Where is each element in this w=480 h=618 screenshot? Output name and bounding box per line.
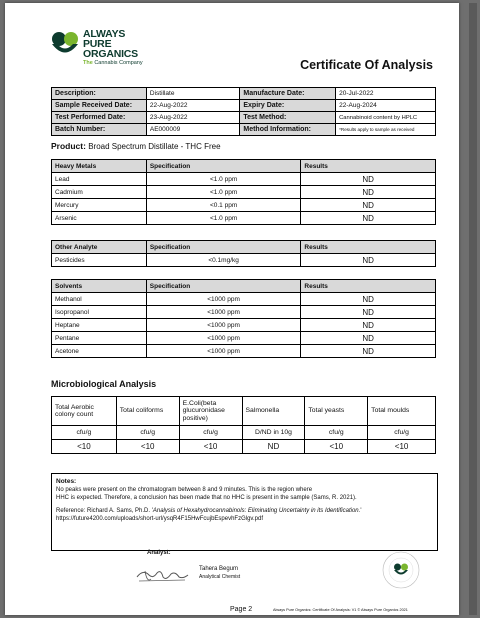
table-row [52,319,436,332]
product-name: Broad Spectrum Distillate - THC Free [88,142,221,151]
specification-value: <0.1mg/kg [146,254,301,267]
notes-reference [56,507,433,515]
table-row [52,199,436,212]
notes-line-1: No peaks were present on the chromatogram between 8 and 9 minutes. This is the region where [56,487,313,494]
solvent-name: Methanol [52,293,147,306]
method-info-label: Method Information: [240,124,336,136]
unit-value: D/ND in 10g [242,426,305,440]
method-label: Test Method: [240,112,336,124]
analyst-name: Tahera Begum [199,566,239,572]
brand-seal-icon [381,550,421,590]
unit-value: cfu/g [179,426,242,440]
document-title: Certificate Of Analysis [300,58,433,72]
result-value: ND [301,319,436,332]
unit-value: cfu/g [116,426,179,440]
unit-value: cfu/g [305,426,368,440]
table-row [52,88,436,100]
result-value: <10 [305,440,368,454]
column-header: Results [301,160,436,173]
notes-box [51,473,438,551]
footer-text: Always Pure Organics: Certificate Of Analysis: V1 © Always Pure Organics 2021 [273,608,408,612]
description-label: Description: [52,88,147,100]
microbiological-heading: Microbiological Analysis [51,379,157,389]
result-value: ND [242,440,305,454]
table-row [52,332,436,345]
column-header: Total Aerobic colony count [52,397,117,426]
method-info-value: *Results apply to sample as received [336,124,436,136]
solvents-table [51,279,436,358]
result-value: ND [301,332,436,345]
column-header: Total yeasts [305,397,368,426]
batch-label: Batch Number: [52,124,147,136]
unit-value: cfu/g [368,426,436,440]
analyte-name: Lead [52,173,147,186]
specification-value: <0.1 ppm [146,199,301,212]
analyte-name: Mercury [52,199,147,212]
specification-value: <1.0 ppm [146,212,301,225]
specification-value: <1000 ppm [146,306,301,319]
column-header: Specification [146,280,301,293]
page-number: Page 2 [230,606,253,613]
reference-suffix: ' [360,507,362,514]
solvent-name: Acetone [52,345,147,358]
result-value: ND [301,186,436,199]
table-header-row [52,280,436,293]
result-value: <10 [179,440,242,454]
analyte-name: Arsenic [52,212,147,225]
table-row [52,186,436,199]
signature-image [133,563,191,587]
brand-line-3: ORGANICS [83,48,138,60]
analyst-label: Analyst: [147,550,171,556]
analyst-details [199,565,240,581]
reference-prefix: Reference: Richard A. Sams, Ph.D. ' [56,507,153,514]
result-value: ND [301,293,436,306]
table-row [52,124,436,136]
analyte-name: Cadmium [52,186,147,199]
tagline-rest: Cannabis Company [94,60,143,66]
table-row [52,112,436,124]
brand-name [83,29,138,59]
performed-label: Test Performed Date: [52,112,147,124]
brand-tagline [83,60,143,66]
scrollbar[interactable] [469,3,477,615]
reference-title: Analysis of Hexahydrocannabinols: Eliminating Uncertainty in its Identification. [152,507,361,514]
column-header: Results [301,280,436,293]
table-row [52,173,436,186]
column-header: Specification [146,160,301,173]
table-row [52,306,436,319]
result-value: <10 [368,440,436,454]
result-value: <10 [52,440,117,454]
specification-value: <1000 ppm [146,332,301,345]
specification-value: <1.0 ppm [146,186,301,199]
column-header: Specification [146,241,301,254]
table-row [52,254,436,267]
heavy-metals-table [51,159,436,225]
specification-value: <1000 ppm [146,319,301,332]
column-header: Other Analyte [52,241,147,254]
analyte-name: Pesticides [52,254,147,267]
received-value: 22-Aug-2022 [146,100,239,112]
brand-line-1: ALWAYS [83,28,126,40]
other-analyte-table [51,240,436,267]
column-header: Results [301,241,436,254]
method-value: Cannabinoid content by HPLC [336,112,436,124]
received-label: Sample Received Date: [52,100,147,112]
batch-value: AE000009 [146,124,239,136]
column-header: Total moulds [368,397,436,426]
result-value: ND [301,173,436,186]
solvent-name: Isopropanol [52,306,147,319]
document-page [5,3,459,615]
table-row [52,345,436,358]
tagline-prefix: The [83,60,93,66]
units-row [52,426,436,440]
manufacture-value: 20-Jul-2022 [336,88,436,100]
brand-logo [50,29,170,75]
microbiological-table [51,396,436,454]
column-header: Salmonella [242,397,305,426]
result-value: ND [301,212,436,225]
notes-title: Notes: [56,478,77,485]
reference-url[interactable]: https://future4200.com/uploads/short-url/ysqR4F15HwFcujbEspevhFzGlgv.pdf [56,515,263,522]
expiry-value: 22-Aug-2024 [336,100,436,112]
product-line [51,141,221,151]
table-header-row [52,241,436,254]
result-value: ND [301,345,436,358]
logo-mark-icon [50,31,80,59]
results-row [52,440,436,454]
specification-value: <1000 ppm [146,345,301,358]
table-row [52,100,436,112]
result-value: ND [301,199,436,212]
manufacture-label: Manufacture Date: [240,88,336,100]
column-header: Heavy Metals [52,160,147,173]
brand-line-2: PURE [83,38,112,50]
column-header: Total coliforms [116,397,179,426]
notes-line-2: HHC is expected. Therefore, a conclusion has been made that no HHC is present in the sample (Sams, R. 2021). [56,495,357,502]
unit-value: cfu/g [52,426,117,440]
column-header: E.Coli(beta glucuronidase positive) [179,397,242,426]
analyst-role: Analytical Chemist [199,574,241,580]
table-row [52,212,436,225]
expiry-label: Expiry Date: [240,100,336,112]
result-value: ND [301,254,436,267]
specification-value: <1.0 ppm [146,173,301,186]
table-header-row [52,160,436,173]
solvent-name: Pentane [52,332,147,345]
performed-value: 23-Aug-2022 [146,112,239,124]
solvent-name: Heptane [52,319,147,332]
table-header-row [52,397,436,426]
specification-value: <1000 ppm [146,293,301,306]
column-header: Solvents [52,280,147,293]
result-value: ND [301,306,436,319]
sample-info-table [51,87,436,136]
description-value: Distillate [146,88,239,100]
product-label: Product: [51,141,86,151]
result-value: <10 [116,440,179,454]
table-row [52,293,436,306]
